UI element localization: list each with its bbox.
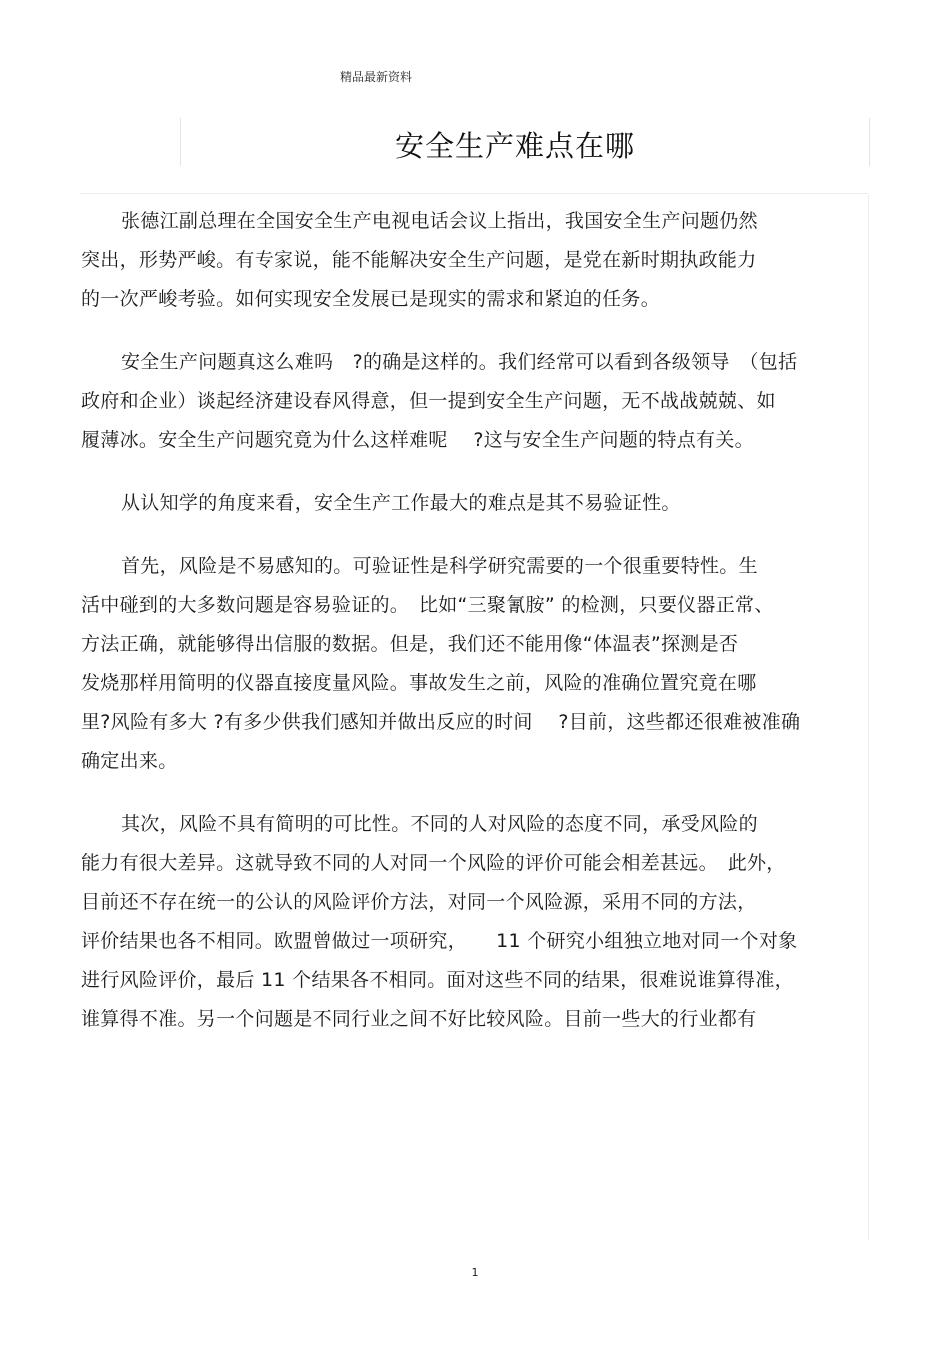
- text-line: 评价结果也各不相同。欧盟曾做过一项研究， 11 个研究小组独立地对同一个对象: [81, 930, 798, 952]
- text-line: 其次，风险不具有简明的可比性。不同的人对风险的态度不同，承受风险的: [121, 813, 758, 835]
- paragraph: [81, 484, 861, 523]
- text-line: 安全生产问题真这么难吗 ?的确是这样的。我们经常可以看到各级领导 （包括: [121, 351, 798, 373]
- text-line: 发烧那样用简明的仪器直接度量风险。事故发生之前，风险的准确位置究竟在哪: [81, 672, 757, 694]
- page-right-edge: [868, 195, 869, 1240]
- text-line: 确定出来。: [81, 750, 178, 772]
- document-body: [81, 202, 861, 1063]
- paragraph: [81, 202, 861, 319]
- text-line: 履薄冰。安全生产问题究竟为什么这样难呢 ?这与安全生产问题的特点有关。: [81, 429, 754, 451]
- text-line: 目前还不存在统一的公认的风险评价方法，对同一个风险源，采用不同的方法，: [81, 891, 757, 913]
- text-line: 谁算得不准。另一个问题是不同行业之间不好比较风险。目前一些大的行业都有: [81, 1008, 757, 1030]
- text-line: 的一次严峻考验。如何实现安全发展已是现实的需求和紧迫的任务。: [81, 288, 661, 310]
- text-line: 张德江副总理在全国安全生产电视电话会议上指出，我国安全生产问题仍然: [121, 210, 758, 232]
- paragraph: [81, 805, 861, 1039]
- page-number: 1: [471, 1266, 479, 1279]
- document-title: 安全生产难点在哪: [394, 129, 635, 163]
- text-line: 方法正确，就能够得出信服的数据。但是，我们还不能用像“体温表”探测是否: [81, 633, 739, 655]
- text-line: 首先，风险是不易感知的。可验证性是科学研究需要的一个很重要特性。生: [121, 555, 758, 577]
- header-label: 精品最新资料: [340, 70, 413, 84]
- text-line: 进行风险评价，最后 11 个结果各不相同。面对这些不同的结果，很难说谁算得准，: [81, 969, 794, 991]
- text-line: 里?风险有多大 ?有多少供我们感知并做出反应的时间 ?目前，这些都还很难被准确: [81, 711, 801, 733]
- paragraph: [81, 547, 861, 781]
- text-line: 活中碰到的大多数问题是容易验证的。 比如“三聚氰胺” 的检测，只要仪器正常、: [81, 594, 774, 616]
- text-line: 突出，形势严峻。有专家说，能不能解决安全生产问题，是党在新时期执政能力: [81, 249, 757, 271]
- paragraph: [81, 343, 861, 460]
- text-line: 从认知学的角度来看，安全生产工作最大的难点是其不易验证性。: [121, 492, 681, 514]
- title-divider: [80, 193, 868, 194]
- text-line: 能力有很大差异。这就导致不同的人对同一个风险的评价可能会相差甚远。 此外，: [81, 852, 786, 874]
- text-line: 政府和企业）谈起经济建设春风得意，但一提到安全生产问题，无不战战兢兢、如: [81, 390, 776, 412]
